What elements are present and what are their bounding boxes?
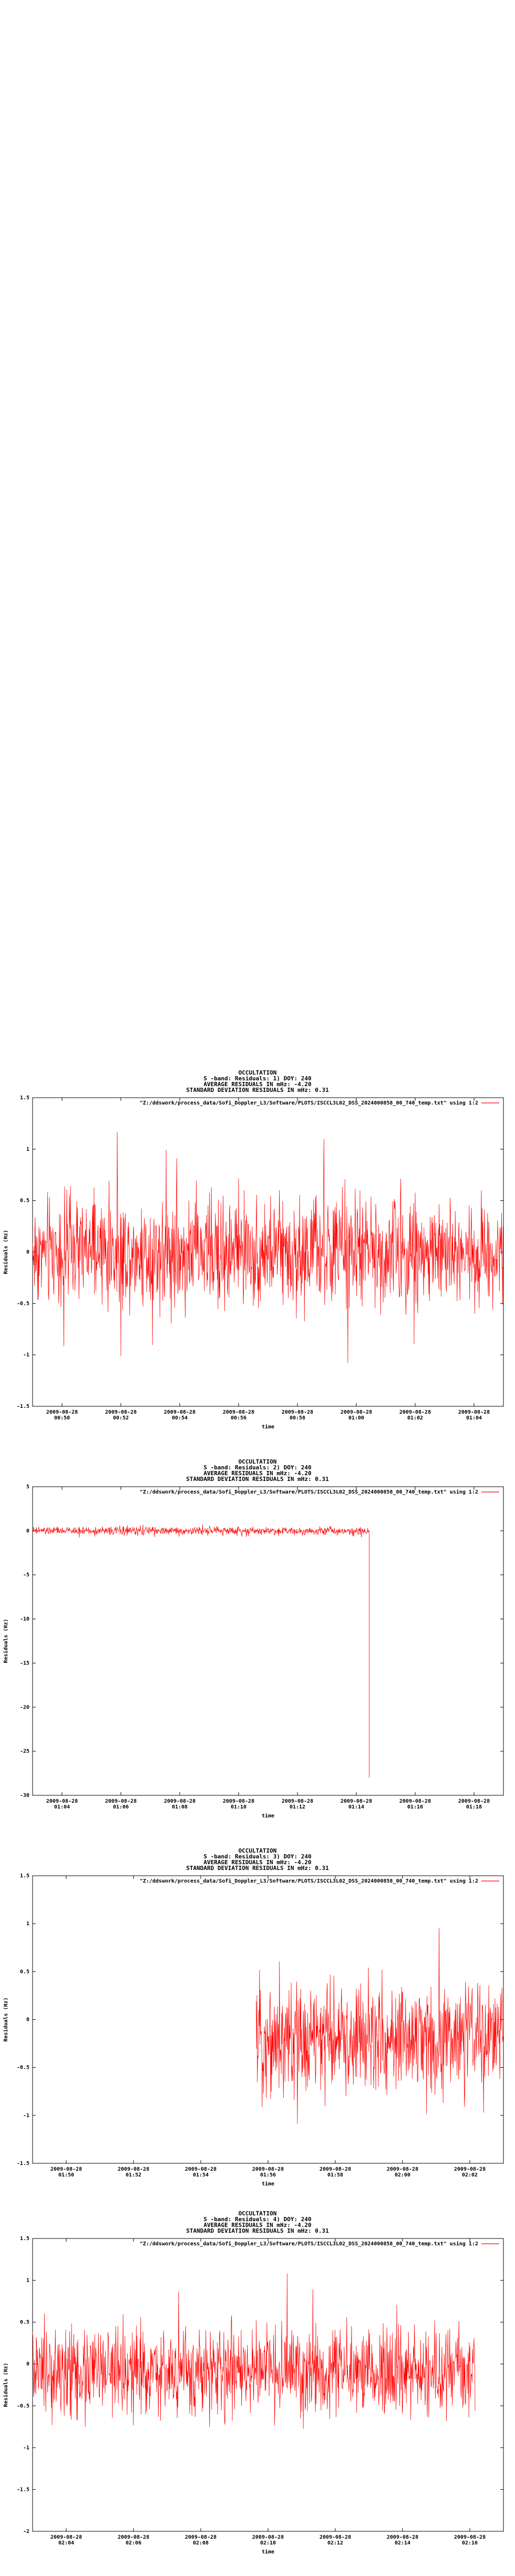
x-tick-label-date: 2009-08-28 bbox=[46, 1409, 78, 1415]
x-tick-label-time: 01:02 bbox=[407, 1415, 424, 1421]
legend-label: "Z:/ddswork/process_data/Sofi_Doppler_L3/Software/PLOTS/ISCCL3L02_DSS_2024000858_00_740_temp.txt" using 1:2 bbox=[139, 2241, 478, 2247]
x-tick-label-time: 02:02 bbox=[461, 2172, 478, 2178]
x-tick-label-time: 02:12 bbox=[327, 2540, 344, 2546]
x-tick-label-date: 2009-08-28 bbox=[399, 1798, 431, 1804]
x-tick-label-time: 00:56 bbox=[230, 1415, 247, 1421]
x-tick-label-time: 01:18 bbox=[466, 1804, 482, 1810]
x-tick-label-time: 00:50 bbox=[54, 1415, 70, 1421]
series-line bbox=[33, 1132, 503, 1363]
x-tick-label-date: 2009-08-28 bbox=[386, 2166, 419, 2172]
x-tick-label-date: 2009-08-28 bbox=[222, 1409, 255, 1415]
x-tick-label-date: 2009-08-28 bbox=[399, 1409, 431, 1415]
x-tick-label-time: 01:58 bbox=[327, 2172, 344, 2178]
y-axis-label: Residuals (Hz) bbox=[3, 1997, 9, 2042]
y-tick-label: -0.5 bbox=[16, 1301, 29, 1307]
x-tick-label-time: 01:10 bbox=[230, 1804, 247, 1810]
x-tick-label-date: 2009-08-28 bbox=[105, 1798, 137, 1804]
y-axis-label: Residuals (Hz) bbox=[3, 1230, 9, 1274]
x-tick-label-date: 2009-08-28 bbox=[458, 1798, 490, 1804]
plot-frame bbox=[33, 2238, 503, 2531]
x-tick-label-time: 01:56 bbox=[260, 2172, 276, 2178]
legend-label: "Z:/ddswork/process_data/Sofi_Doppler_L3/Software/PLOTS/ISCCL3L02_DSS_2024000858_00_740_temp.txt" using 1:2 bbox=[139, 1100, 478, 1106]
y-tick-label: 0 bbox=[26, 1249, 29, 1255]
chart-title-line: STANDARD DEVIATION RESIDUALS IN mHz: 0.31 bbox=[186, 2227, 329, 2234]
y-tick-label: -10 bbox=[19, 1616, 29, 1622]
x-tick-label-date: 2009-08-28 bbox=[117, 2534, 150, 2540]
chart-title-line: AVERAGE RESIDUALS IN mHz: -4.20 bbox=[203, 1470, 312, 1477]
chart-title-line: S -band: Residuals: 4) DOY: 240 bbox=[203, 2216, 312, 2223]
y-tick-label: -0.5 bbox=[16, 2064, 29, 2071]
plot-frame bbox=[33, 1876, 503, 2163]
x-tick-label-time: 01:04 bbox=[466, 1415, 482, 1421]
chart-title-line: S -band: Residuals: 1) DOY: 240 bbox=[203, 1075, 312, 1082]
chart-title-line: OCCULTATION bbox=[238, 2210, 277, 2217]
chart-panel-4 bbox=[0, 2208, 515, 2576]
x-tick-label-date: 2009-08-28 bbox=[117, 2166, 150, 2172]
x-tick-label-date: 2009-08-28 bbox=[105, 1409, 137, 1415]
x-tick-label-date: 2009-08-28 bbox=[252, 2166, 284, 2172]
y-tick-label: -20 bbox=[19, 1704, 29, 1711]
chart-title-line: STANDARD DEVIATION RESIDUALS IN mHz: 0.31 bbox=[186, 1087, 329, 1093]
x-tick-label-date: 2009-08-28 bbox=[454, 2534, 486, 2540]
chart-title-line: STANDARD DEVIATION RESIDUALS IN mHz: 0.31 bbox=[186, 1865, 329, 1872]
y-tick-label: -1.5 bbox=[16, 1404, 29, 1409]
y-tick-label: -1 bbox=[23, 2445, 29, 2451]
x-tick-label-date: 2009-08-28 bbox=[340, 1798, 373, 1804]
chart-panel-1 bbox=[0, 1067, 515, 1451]
x-tick-label-time: 00:54 bbox=[171, 1415, 188, 1421]
legend-label: "Z:/ddswork/process_data/Sofi_Doppler_L3/Software/PLOTS/ISCCL3L02_DSS_2024000858_00_740_temp.txt" using 1:2 bbox=[139, 1878, 478, 1884]
x-tick-label-date: 2009-08-28 bbox=[319, 2534, 352, 2540]
x-tick-label-time: 02:04 bbox=[58, 2540, 75, 2546]
chart-svg-4 bbox=[0, 2208, 515, 2576]
y-tick-label: -1.5 bbox=[16, 2161, 29, 2166]
x-tick-label-date: 2009-08-28 bbox=[222, 1798, 255, 1804]
x-tick-label-date: 2009-08-28 bbox=[252, 2534, 284, 2540]
x-tick-label-time: 02:14 bbox=[394, 2540, 411, 2546]
x-tick-label-time: 01:14 bbox=[348, 1804, 365, 1810]
chart-panel-2 bbox=[0, 1456, 515, 1840]
y-tick-label: 0 bbox=[26, 2017, 29, 2023]
x-tick-label-time: 01:04 bbox=[54, 1804, 70, 1810]
x-tick-label-time: 02:10 bbox=[260, 2540, 276, 2546]
x-tick-label-time: 02:08 bbox=[192, 2540, 209, 2546]
x-tick-label-time: 01:52 bbox=[125, 2172, 142, 2178]
y-tick-label: -0.5 bbox=[16, 2403, 29, 2409]
x-tick-label-time: 01:12 bbox=[289, 1804, 306, 1810]
chart-title-line: OCCULTATION bbox=[238, 1458, 277, 1465]
y-tick-label: -5 bbox=[23, 1572, 29, 1578]
x-tick-label-date: 2009-08-28 bbox=[386, 2534, 419, 2540]
x-axis-label: time bbox=[261, 1424, 275, 1430]
x-tick-label-time: 02:16 bbox=[461, 2540, 478, 2546]
y-tick-label: -1 bbox=[23, 2112, 29, 2119]
chart-title-line: S -band: Residuals: 3) DOY: 240 bbox=[203, 1853, 312, 1860]
y-tick-label: 0 bbox=[26, 2361, 29, 2367]
x-tick-label-time: 01:50 bbox=[58, 2172, 75, 2178]
y-tick-label: -25 bbox=[19, 1749, 29, 1755]
y-tick-label: 1.5 bbox=[19, 1873, 29, 1879]
x-tick-label-time: 01:06 bbox=[112, 1804, 129, 1810]
y-tick-label: 1 bbox=[26, 1146, 29, 1152]
y-axis-label: Residuals (Hz) bbox=[3, 2363, 9, 2407]
x-tick-label-time: 02:06 bbox=[125, 2540, 142, 2546]
x-tick-label-time: 01:54 bbox=[192, 2172, 209, 2178]
series-line bbox=[256, 1928, 503, 2124]
chart-title-line: AVERAGE RESIDUALS IN mHz: -4.20 bbox=[203, 2222, 312, 2229]
y-tick-label: 0.5 bbox=[19, 1198, 29, 1204]
x-tick-label-time: 02:00 bbox=[394, 2172, 411, 2178]
y-tick-label: 1.5 bbox=[19, 2236, 29, 2242]
plot-frame bbox=[33, 1487, 503, 1795]
x-tick-label-time: 00:52 bbox=[112, 1415, 129, 1421]
chart-svg-3 bbox=[0, 1845, 515, 2208]
series-line bbox=[33, 2274, 475, 2429]
chart-title-line: STANDARD DEVIATION RESIDUALS IN mHz: 0.31 bbox=[186, 1476, 329, 1483]
x-axis-label: time bbox=[261, 2549, 275, 2555]
x-tick-label-date: 2009-08-28 bbox=[163, 1798, 196, 1804]
y-tick-label: -30 bbox=[19, 1793, 29, 1798]
y-tick-label: 1 bbox=[26, 2277, 29, 2284]
x-axis-label: time bbox=[261, 2181, 275, 2187]
chart-title-line: OCCULTATION bbox=[238, 1847, 277, 1854]
chart-title-line: AVERAGE RESIDUALS IN mHz: -4.20 bbox=[203, 1081, 312, 1088]
chart-svg-1 bbox=[0, 1067, 515, 1451]
chart-svg-2 bbox=[0, 1456, 515, 1840]
x-axis-label: time bbox=[261, 1813, 275, 1819]
y-tick-label: -1.5 bbox=[16, 2487, 29, 2493]
y-tick-label: -1 bbox=[23, 1352, 29, 1358]
x-tick-label-time: 01:16 bbox=[407, 1804, 424, 1810]
x-tick-label-date: 2009-08-28 bbox=[50, 2534, 83, 2540]
x-tick-label-date: 2009-08-28 bbox=[184, 2166, 217, 2172]
chart-title-line: AVERAGE RESIDUALS IN mHz: -4.20 bbox=[203, 1859, 312, 1866]
y-tick-label: -15 bbox=[19, 1660, 29, 1667]
x-tick-label-time: 00:58 bbox=[289, 1415, 306, 1421]
y-tick-label: 0 bbox=[26, 1528, 29, 1534]
x-tick-label-date: 2009-08-28 bbox=[281, 1798, 314, 1804]
y-axis-label: Residuals (Hz) bbox=[3, 1619, 9, 1663]
series-line bbox=[33, 1524, 369, 1777]
y-tick-label: 1 bbox=[26, 1921, 29, 1927]
y-tick-label: 0.5 bbox=[19, 2319, 29, 2326]
x-tick-label-date: 2009-08-28 bbox=[458, 1409, 490, 1415]
x-tick-label-date: 2009-08-28 bbox=[46, 1798, 78, 1804]
y-tick-label: -2 bbox=[23, 2529, 29, 2534]
x-tick-label-date: 2009-08-28 bbox=[340, 1409, 373, 1415]
x-tick-label-date: 2009-08-28 bbox=[454, 2166, 486, 2172]
chart-panel-3 bbox=[0, 1845, 515, 2208]
x-tick-label-date: 2009-08-28 bbox=[319, 2166, 352, 2172]
chart-title-line: OCCULTATION bbox=[238, 1069, 277, 1076]
x-tick-label-date: 2009-08-28 bbox=[184, 2534, 217, 2540]
chart-title-line: S -band: Residuals: 2) DOY: 240 bbox=[203, 1464, 312, 1471]
y-tick-label: 0.5 bbox=[19, 1969, 29, 1975]
y-tick-label: 5 bbox=[26, 1484, 29, 1490]
x-tick-label-time: 01:00 bbox=[348, 1415, 365, 1421]
x-tick-label-date: 2009-08-28 bbox=[50, 2166, 83, 2172]
legend-label: "Z:/ddswork/process_data/Sofi_Doppler_L3/Software/PLOTS/ISCCL3L02_DSS_2024000858_00_740_temp.txt" using 1:2 bbox=[139, 1489, 478, 1495]
x-tick-label-date: 2009-08-28 bbox=[281, 1409, 314, 1415]
x-tick-label-time: 01:08 bbox=[171, 1804, 188, 1810]
y-tick-label: 1.5 bbox=[19, 1095, 29, 1101]
x-tick-label-date: 2009-08-28 bbox=[163, 1409, 196, 1415]
